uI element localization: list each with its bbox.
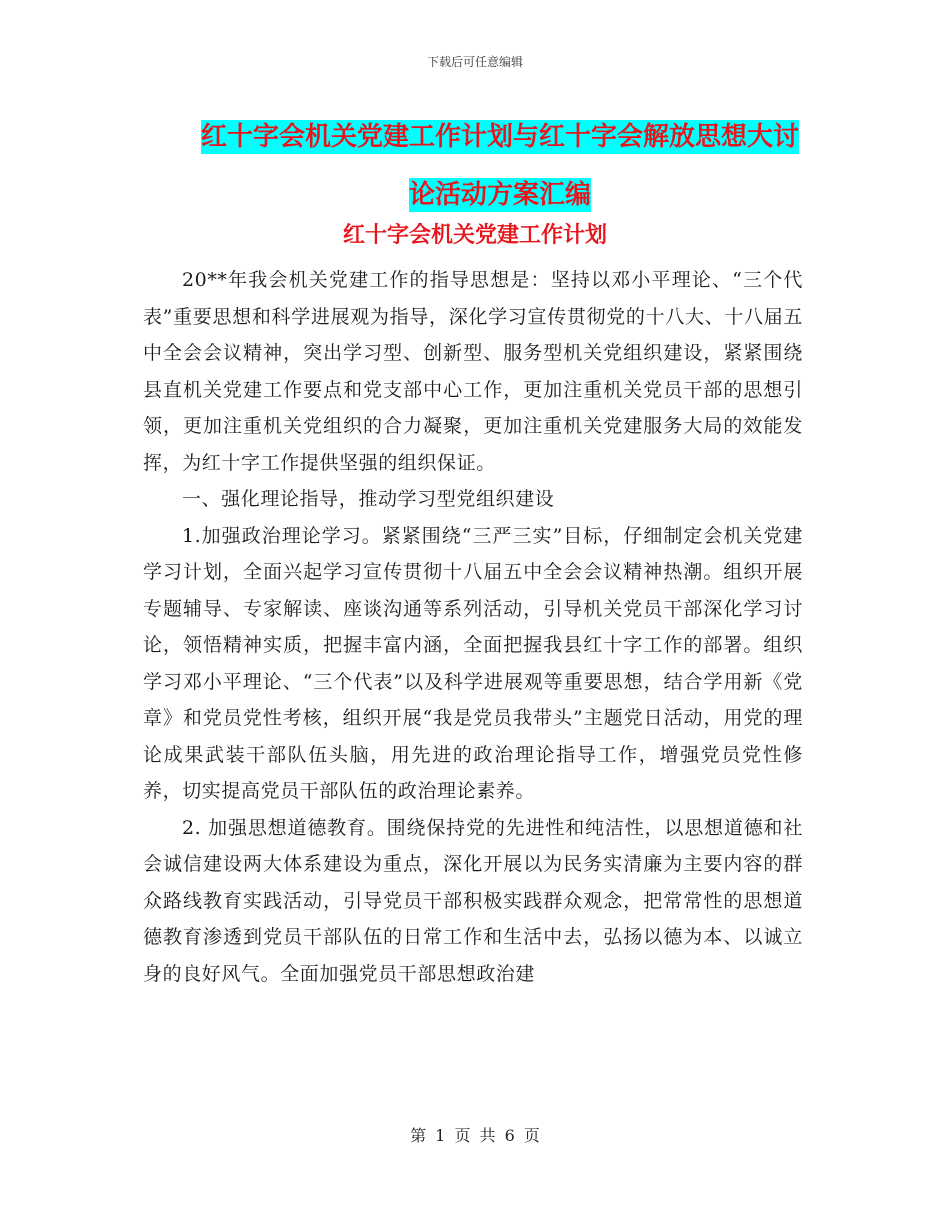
paragraph-item-1: 1.加强政治理论学习。紧紧围绕“三严三实”目标，仔细制定会机关党建学习计划，全面兴起学习宣传贯彻十八届五中全会会议精神热潮。组织开展专题辅导、专家解读、座谈沟通等系列活动，引导机关党员干部深化学习讨论，领悟精神实质，把握丰富内涵，全面把握我县红十字工作的部署。组织学习邓小平理论、“三个代表”以及科学进展观等重要思想，结合学用新《党章》和党员党性考核，组织开展“我是党员我带头”主题党日活动，用党的理论成果武装干部队伍头脑，用先进的政治理论指导工作，增强党员党性修养，切实提高党员干部队伍的政治理论素养。 [143, 524, 803, 802]
header-note: 下载后可任意编辑 [426, 55, 523, 69]
paragraph-guiding-thought: 20**年我会机关党建工作的指导思想是：坚持以邓小平理论、“三个代表”重要思想和科学进展观为指导，深化学习宣传贯彻党的十八大、十八届五中全会会议精神，突出学习型、创新型、服务型机关党组织建设，紧紧围绕县直机关党建工作要点和党支部中心工作，更加注重机关党员干部的思想引领，更加注重机关党组织的合力凝聚，更加注重机关党建服务大局的效能发挥，为红十字工作提供坚强的组织保证。 [143, 269, 803, 474]
document-title-text: 红十字会机关党建工作计划与红十字会解放思想大讨论活动方案汇编 [200, 122, 799, 210]
section-title: 红十字会机关党建工作计划 [342, 223, 607, 248]
document-body [143, 262, 803, 992]
paragraph-heading-1: 一、强化理论指导，推动学习型党组织建设 [181, 488, 555, 510]
document-title [190, 108, 810, 224]
page-footer: 第 1 页 共 6 页 [410, 1126, 540, 1145]
paragraph-item-2: 2. 加强思想道德教育。围绕保持党的先进性和纯洁性，以思想道德和社会诚信建设两大体系建设为重点，深化开展以为民务实清廉为主要内容的群众路线教育实践活动，引导党员干部积极实践群众观念，把常常性的思想道德教育渗透到党员干部队伍的日常工作和生活中去，弘扬以德为本、以诚立身的良好风气。全面加强党员干部思想政治建 [143, 816, 803, 985]
